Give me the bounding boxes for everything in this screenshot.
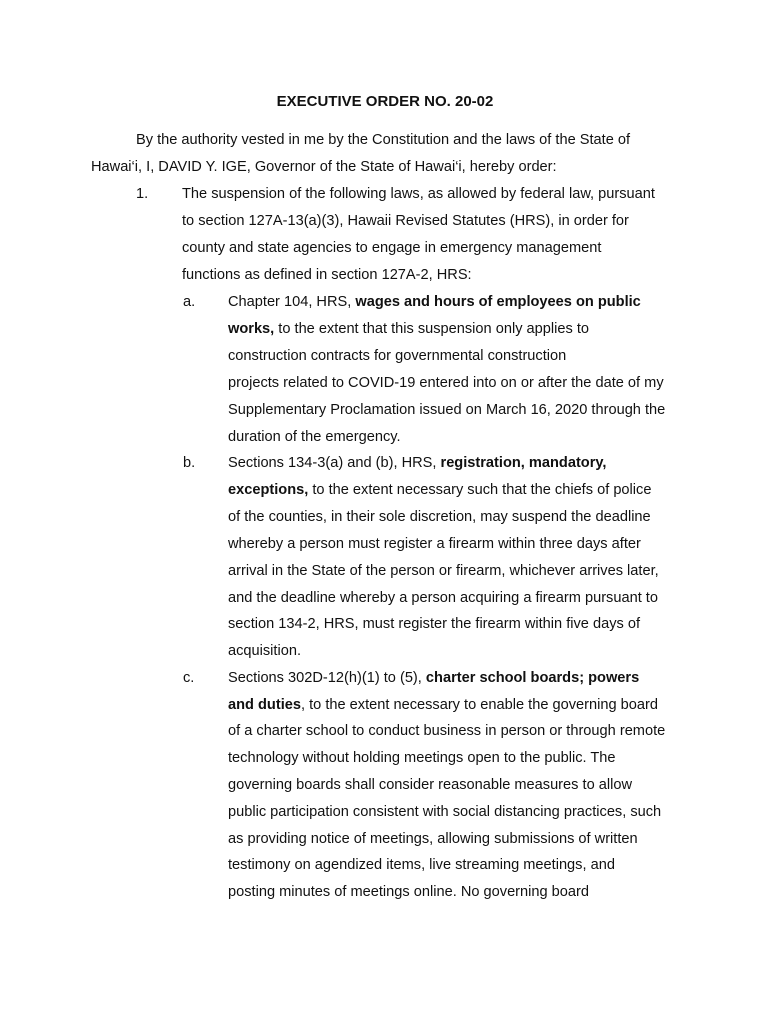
- subitem-a-line-1: [228, 292, 641, 312]
- subitem-b-line-8: acquisition.: [228, 643, 302, 659]
- subitem-c-line-4: technology without holding meetings open to the public. The: [228, 750, 616, 766]
- subitem-b-line-5: arrival in the State of the person or firearm, whichever arrives later,: [228, 563, 659, 579]
- item-1-line-1: The suspension of the following laws, as allowed by federal law, pursuant: [182, 186, 655, 202]
- subitem-a-line-5: Supplementary Proclamation issued on March 16, 2020 through the: [228, 402, 666, 418]
- subitem-b-line-4: whereby a person must register a firearm within three days after: [228, 536, 641, 552]
- subitem-c-line-5: governing boards shall consider reasonable measures to allow: [228, 777, 632, 793]
- subitem-a-text-cont: to the extent that this suspension only applies to: [274, 321, 590, 337]
- subitem-a-line-2: [228, 319, 589, 339]
- subitem-a-letter: a.: [183, 294, 196, 310]
- subitem-b-line-6: and the deadline whereby a person acquiring a firearm pursuant to: [228, 590, 658, 606]
- subitem-c-line-1: [228, 668, 639, 688]
- subitem-c-line-9: posting minutes of meetings online. No governing board: [228, 884, 590, 900]
- subitem-b-text: Sections 134-3(a) and (b), HRS,: [228, 455, 441, 471]
- item-1-line-2: to section 127A-13(a)(3), Hawaii Revised Statutes (HRS), in order for: [182, 213, 629, 229]
- subitem-b-line-3: of the counties, in their sole discretion, may suspend the deadline: [228, 509, 651, 525]
- subitem-c-line-2: [228, 695, 658, 715]
- subitem-c-text-cont: , to the extent necessary to enable the governing board: [300, 697, 658, 713]
- intro-line-1: By the authority vested in me by the Constitution and the laws of the State of: [136, 132, 631, 148]
- subitem-c-text: Sections 302D-12(h)(1) to (5),: [228, 670, 426, 686]
- item-1-line-3: county and state agencies to engage in emergency management: [182, 240, 602, 256]
- item-1-line-4: functions as defined in section 127A-2, HRS:: [182, 267, 472, 283]
- subitem-c-line-8: testimony on agendized items, live streaming meetings, and: [228, 857, 615, 873]
- subitem-b-heading: registration, mandatory,: [440, 455, 607, 471]
- subitem-a-line-6: duration of the emergency.: [228, 429, 401, 445]
- subitem-a-text: Chapter 104, HRS,: [228, 294, 356, 310]
- subitem-b-heading-cont: exceptions,: [228, 482, 309, 498]
- subitem-a-heading: wages and hours of employees on public: [355, 294, 641, 310]
- subitem-b-letter: b.: [183, 455, 196, 471]
- document-title: EXECUTIVE ORDER NO. 20-02: [276, 93, 494, 110]
- subitem-c-heading-cont: and duties: [228, 697, 301, 713]
- subitem-a-heading-cont: works,: [228, 321, 275, 337]
- subitem-a-line-3: construction contracts for governmental construction: [228, 348, 567, 364]
- subitem-c-line-7: as providing notice of meetings, allowing submissions of written: [228, 831, 638, 847]
- subitem-b-line-1: [228, 453, 606, 473]
- subitem-c-heading: charter school boards; powers: [425, 670, 640, 686]
- subitem-b-line-7: section 134-2, HRS, must register the firearm within five days of: [228, 616, 641, 632]
- intro-line-2: Hawai‘i, I, DAVID Y. IGE, Governor of the State of Hawai‘i, hereby order:: [91, 159, 557, 175]
- subitem-b-text-cont: to the extent necessary such that the chiefs of police: [308, 482, 652, 498]
- subitem-b-line-2: [228, 480, 651, 500]
- subitem-c-line-3: of a charter school to conduct business in person or through remote: [228, 723, 666, 739]
- subitem-c-letter: c.: [183, 670, 195, 686]
- subitem-c-line-6: public participation consistent with social distancing practices, such: [228, 804, 662, 820]
- item-1-number: 1.: [136, 186, 149, 202]
- subitem-a-line-4: projects related to COVID-19 entered into on or after the date of my: [228, 375, 664, 391]
